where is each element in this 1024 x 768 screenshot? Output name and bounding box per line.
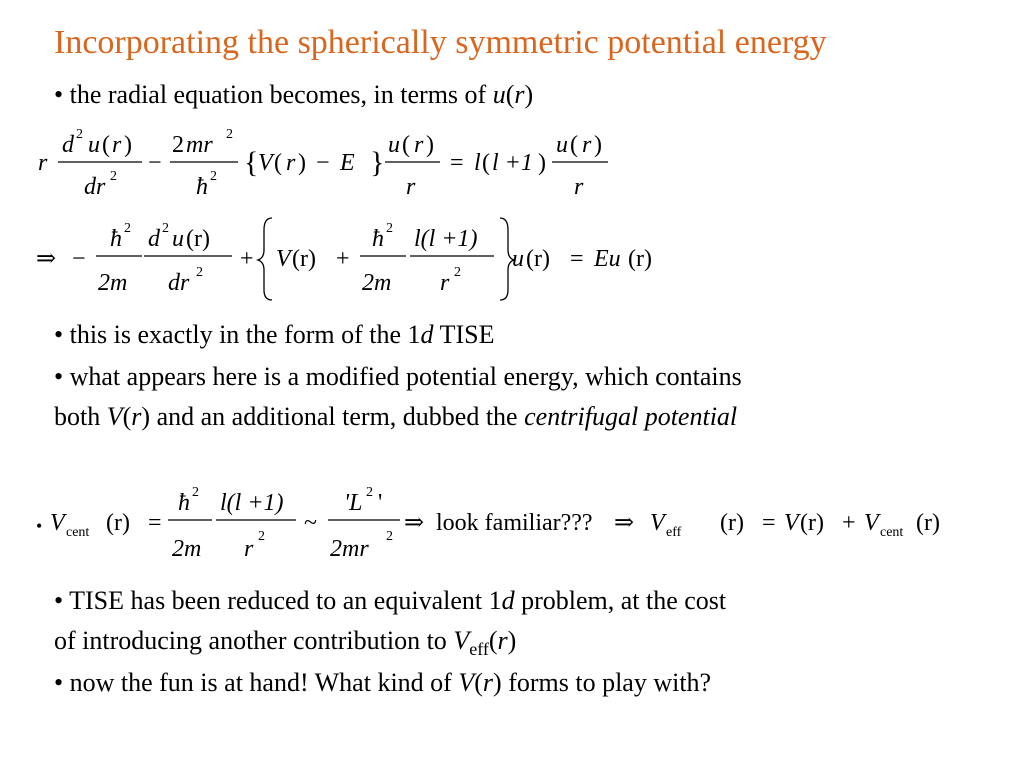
bullet-text-end: TISE [433,320,495,349]
paren: ( [122,402,132,431]
bullet-text-end: problem, at the cost [514,586,727,615]
eq2-ur: (r) [186,226,210,252]
eq2-ur2: (r) [526,246,550,272]
eq1-lplus: l +1 [492,150,533,176]
centrifugal-potential-term: centrifugal potential [524,402,738,431]
eq1-eq: = [450,150,464,176]
bullet-text: TISE has been reduced to an equivalent 1 [69,586,502,615]
paren: ) [524,80,534,109]
eq1-lopen: ( [482,150,490,176]
eq1-r5: r [582,132,592,158]
bullet-text: now the fun is at hand! What kind of [69,668,459,697]
bullet-marker: • [54,668,64,697]
eq1-u2: u [388,132,400,158]
bullet-reduced-problem-line2 [54,628,516,658]
eq1-minus2: − [316,150,330,176]
eq3-eq: = [148,510,162,536]
bullet-reduced-problem [54,588,726,614]
paren: ) [141,402,151,431]
eq1-vclose: ) [298,150,306,176]
eq2-twom: 2m [98,270,128,296]
eq1-dr: dr [84,174,106,200]
bullet-marker: • [54,80,64,109]
eq1-vr: r [286,150,296,176]
var-V: V [453,626,470,655]
eq2-plus: + [240,246,254,272]
eq1-two: 2 [172,132,184,158]
eq2-sq5: 2 [454,265,461,280]
eq3-twom: 2m [172,536,202,562]
var-r: r [497,626,508,655]
eq2-left-brace [258,218,272,300]
eq1-r: r [38,150,48,176]
eq3-sq2: 2 [258,529,265,544]
eq1-minus: − [148,150,162,176]
eq3-eff: eff [666,525,682,540]
eq1-sq: 2 [76,127,83,142]
eq2-V: V [276,246,291,272]
eq1-lbrace: { [244,146,259,179]
eq3-eq2: = [762,510,776,536]
eq3-tilde: ~ [304,510,317,536]
eq2-sq4: 2 [386,221,393,236]
eq1-sq3: 2 [226,127,233,142]
eq1-close2: ) [426,132,434,158]
eq3-Lq: ' [378,490,383,516]
eq1-u3: u [556,132,568,158]
eq3-hbar: ħ [178,490,190,516]
eq3-r3: (r) [720,510,744,536]
slide-title: Incorporating the spherically symmetric potential energy [54,24,827,61]
eq3-r4: (r) [800,510,824,536]
bullet-modified-potential [54,364,742,390]
eq1-E: E [340,150,355,176]
eq3-sq: 2 [192,485,199,500]
eq2-sq3: 2 [196,265,203,280]
bullet-modified-potential-line2 [54,404,737,430]
eq3-r5: (r) [916,510,940,536]
eq1-l: l [474,150,481,176]
eq1-mr: mr [186,132,213,158]
eq3-implies: ⇒ [404,510,425,536]
paren: ) [507,626,517,655]
bullet-marker: • [54,586,64,615]
eq3-V: V [50,510,65,536]
eq1-r6: r [574,174,584,200]
var-u: u [492,80,506,109]
eq2-uresult: u [512,246,524,272]
paren: ( [474,668,483,697]
eq3-cent: cent [66,525,90,540]
eq1-rr: r [112,132,122,158]
bullet-text: the radial equation becomes, in terms of [69,80,493,109]
eq1-V: V [258,150,273,176]
eq2-dr: dr [168,270,190,296]
eq3-sq4: 2 [386,529,393,544]
eq1-close3: ) [594,132,602,158]
text: and an additional term, dubbed the [150,402,525,431]
centrifugal-equation [36,485,940,562]
eq3-phrase: look familiar??? [436,510,593,536]
eq2-sq2: 2 [162,221,169,236]
eq2-sq: 2 [124,221,131,236]
radial-equation-2 [36,218,652,300]
eq2-plus2: + [336,246,350,272]
bullet-1d-tise [54,322,494,348]
var-r: r [131,402,142,431]
eq3-sq3: 2 [366,485,373,500]
var-r: r [482,668,494,697]
bullet-text: this is exactly in the form of the 1 [69,320,421,349]
eq2-minus: − [72,246,86,272]
var-V: V [106,402,123,431]
eq3-plus: + [842,510,856,536]
eq2-r: r [440,270,450,296]
eq2-hbar: ħ [110,226,122,252]
eq1-lclose: ) [538,150,546,176]
eq2-Eu: Eu [594,246,621,272]
radial-equation-1 [38,127,608,200]
bullet-text: what appears here is a modified potential energy, which contains [69,362,742,391]
eq3-cent2: cent [880,525,904,540]
eq1-rbrace: } [370,146,385,179]
eq1-open3: ( [570,132,578,158]
eq1-open: ( [102,132,110,158]
eq3-twomr: 2mr [330,536,369,562]
eq2-ur3: (r) [628,246,652,272]
eq3-V4: V [864,510,879,536]
paren: ( [505,80,515,109]
text: of introducing another contribution to [54,626,454,655]
eq2-implies: ⇒ [36,246,57,272]
eq2-lparen: l(l +1) [414,226,478,252]
eq1-vopen: ( [274,150,282,176]
eq3-lparen: l(l +1) [220,490,284,516]
var-d: d [501,586,515,615]
eq1-hbar: ħ [196,174,208,200]
eq2-u: u [172,226,184,252]
var-V: V [458,668,475,697]
bullet-fun-at-hand [54,670,711,696]
eq1-r3: r [414,132,424,158]
paren: ) [493,668,502,697]
eq1-r4: r [406,174,416,200]
eq2-hbar2: ħ [372,226,384,252]
eq3-V3: V [784,510,799,536]
var-r: r [514,80,525,109]
paren: ( [488,626,498,655]
eff-subscript: eff [469,639,489,660]
eq2-eq: = [570,246,584,272]
eq1-sq2: 2 [110,169,117,184]
eq1-sq4: 2 [210,169,217,184]
eq3-r2: r [244,536,254,562]
eq1-d: d [62,132,74,158]
eq3-L: 'L [344,490,363,516]
eq3-implies2: ⇒ [614,510,635,536]
eq3-V2: V [650,510,665,536]
bullet-marker: • [54,362,64,391]
eq2-twom2: 2m [362,270,392,296]
eq3-r: (r) [106,510,130,536]
eq3-bullet: • [36,516,43,536]
eq1-close: ) [124,132,132,158]
eq1-open2: ( [402,132,410,158]
var-d: d [420,320,434,349]
bullet-marker: • [54,320,64,349]
bullet-text-end: forms to play with? [501,668,712,697]
eq2-Vr: (r) [292,246,316,272]
eq1-u: u [88,132,100,158]
text: both [54,402,107,431]
eq2-d: d [148,226,160,252]
